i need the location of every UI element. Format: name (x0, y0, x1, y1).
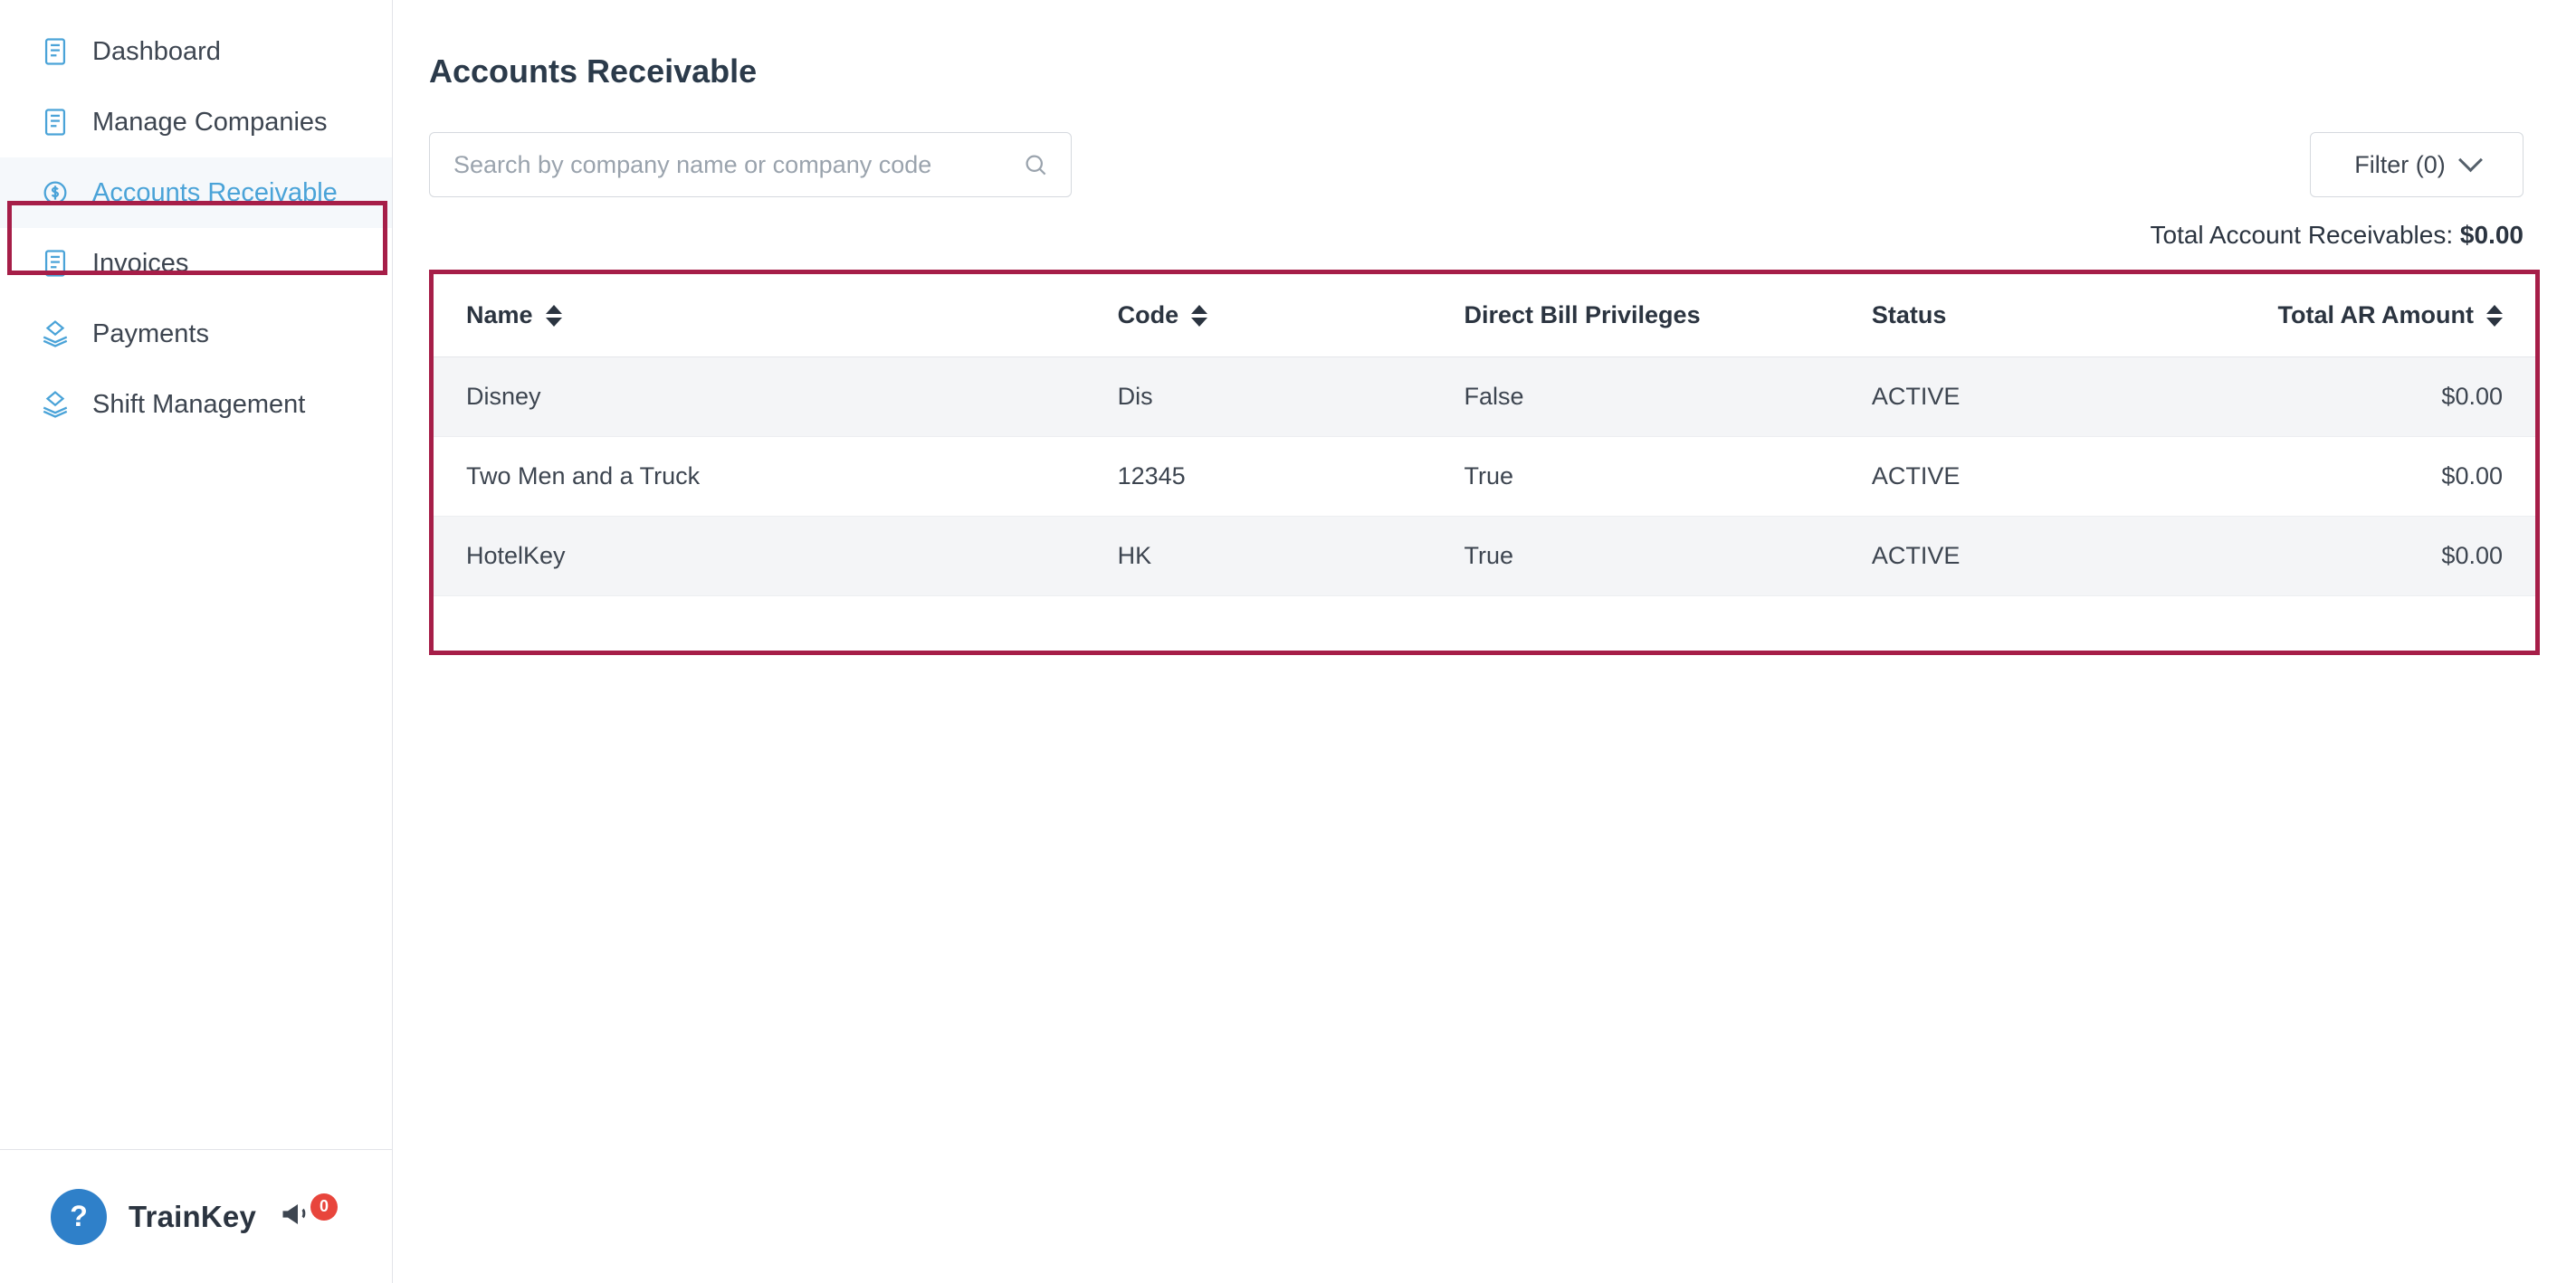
sidebar-item-label: Dashboard (92, 36, 221, 66)
column-header-label: Name (466, 301, 533, 328)
search-input[interactable] (452, 150, 1022, 180)
cell-code: HK (1118, 517, 1465, 596)
page-title: Accounts Receivable (429, 52, 758, 90)
column-header-label: Status (1871, 301, 1947, 328)
cell-code: 12345 (1118, 437, 1465, 517)
cell-status: ACTIVE (1872, 517, 2218, 596)
sort-icon[interactable] (546, 303, 562, 328)
table-body (434, 357, 2535, 596)
sidebar-footer (0, 1149, 393, 1283)
column-header-label: Direct Bill Privileges (1464, 301, 1701, 328)
document-icon (40, 248, 71, 279)
search-icon (1022, 151, 1049, 178)
column-header-label: Total AR Amount (2277, 301, 2474, 328)
help-icon[interactable]: ? (51, 1189, 107, 1245)
table-row[interactable] (434, 357, 2535, 437)
table-row[interactable] (434, 437, 2535, 517)
cell-direct-bill: True (1464, 437, 1871, 517)
cell-direct-bill: False (1464, 357, 1871, 437)
cell-amount: $0.00 (2218, 437, 2535, 517)
sort-icon[interactable] (1191, 303, 1207, 328)
cell-status: ACTIVE (1872, 357, 2218, 437)
column-header-status (1872, 274, 2218, 357)
filter-button[interactable] (2310, 132, 2524, 197)
sidebar-item-dashboard[interactable] (0, 16, 392, 87)
search-box[interactable] (429, 132, 1072, 197)
sidebar-item-payments[interactable] (0, 299, 392, 369)
column-header-name[interactable] (434, 274, 1118, 357)
brand-label: TrainKey (129, 1199, 256, 1233)
table-row[interactable] (434, 517, 2535, 596)
cell-code: Dis (1118, 357, 1465, 437)
sidebar-item-invoices[interactable] (0, 228, 392, 299)
table-footer-space (434, 596, 2535, 651)
table-header-row (434, 274, 2535, 357)
column-header-total-ar-amount[interactable] (2218, 274, 2535, 357)
sidebar-item-accounts-receivable[interactable] (0, 157, 392, 228)
cell-name: Disney (434, 357, 1118, 437)
table-header (434, 274, 2535, 357)
payments-icon (40, 389, 71, 420)
sidebar-item-manage-companies[interactable] (0, 87, 392, 157)
announcements-button[interactable] (278, 1195, 332, 1239)
cell-name: HotelKey (434, 517, 1118, 596)
building-icon (40, 107, 71, 138)
sidebar-item-label: Payments (92, 318, 209, 348)
payments-icon (40, 318, 71, 349)
cell-name: Two Men and a Truck (434, 437, 1118, 517)
chevron-down-icon (2458, 147, 2483, 172)
sidebar-item-shift-management[interactable] (0, 369, 392, 440)
main-content (393, 0, 2576, 1283)
cell-direct-bill: True (1464, 517, 1871, 596)
filter-button-label: Filter (0) (2354, 150, 2446, 178)
accounts-receivable-table (434, 274, 2535, 596)
sort-icon[interactable] (2486, 303, 2503, 328)
sidebar-item-label: Shift Management (92, 389, 306, 419)
document-icon (40, 36, 71, 67)
sidebar-item-label: Invoices (92, 248, 189, 278)
sidebar-item-label: Manage Companies (92, 107, 328, 137)
cell-status: ACTIVE (1872, 437, 2218, 517)
sidebar-item-label: Accounts Receivable (92, 177, 338, 207)
ar-table-highlight (429, 270, 2540, 655)
sidebar (0, 0, 393, 1283)
cell-amount: $0.00 (2218, 517, 2535, 596)
notification-badge: 0 (310, 1193, 338, 1221)
cell-amount: $0.00 (2218, 357, 2535, 437)
column-header-code[interactable] (1118, 274, 1465, 357)
total-receivables-label: Total Account Receivables: (2150, 221, 2454, 249)
toolbar (393, 90, 2576, 197)
total-receivables-value: $0.00 (2459, 221, 2524, 249)
sidebar-nav (0, 0, 392, 440)
total-receivables (393, 197, 2576, 250)
column-header-direct-bill-privileges (1464, 274, 1871, 357)
dollar-circle-icon (40, 177, 71, 208)
column-header-label: Code (1117, 301, 1179, 328)
